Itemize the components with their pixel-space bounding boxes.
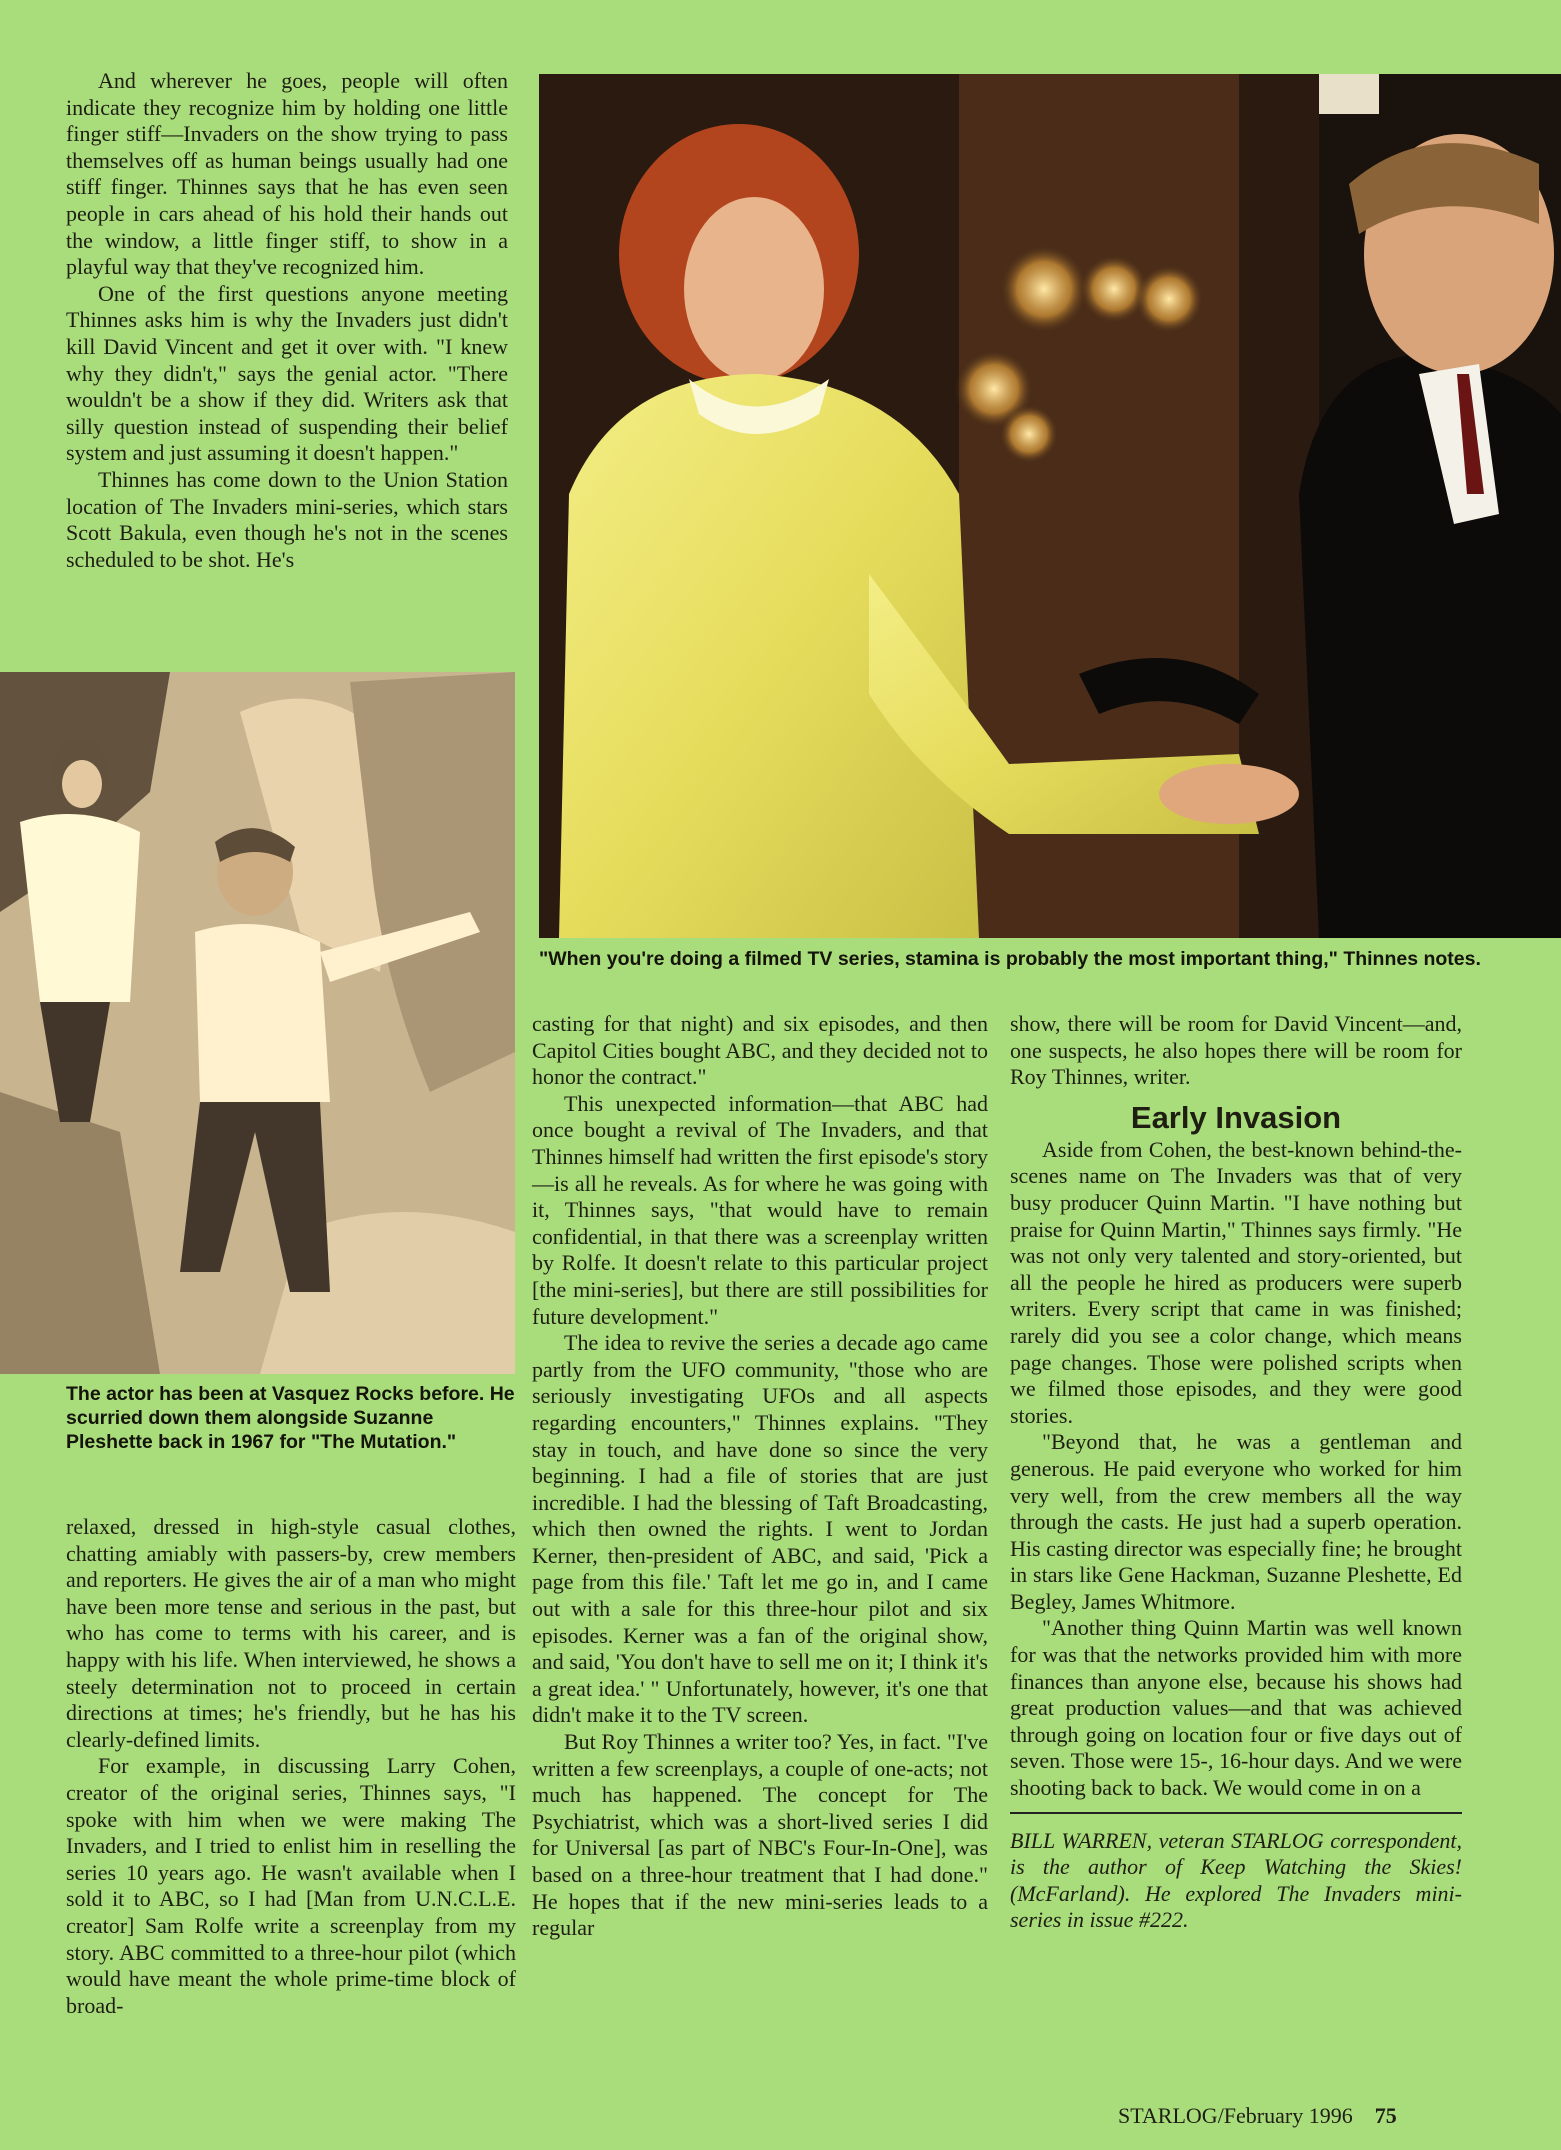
paragraph: show, there will be room for David Vincent—and, one suspects, he also hopes there will be room for Roy Thinnes, writer. — [1010, 1011, 1462, 1090]
paragraph: The idea to revive the series a decade ago came partly from the UFO community, "those who are seriously investigating UFOs and all aspects regarding encounters," Thinnes explains. "They stay in touch, and have done so since the very beginning. I had a file of stories that are just incredible. I had the blessing of Taft Broadcasting, which then owned the rights. I went to Jordan Kerner, then-president of ABC, and said, 'Pick a page from this file.' Taft let me go in, and I came out with a sale for this three-hour pilot and six episodes. Kerner was a fan of the original show, and said, 'You don't have to sell me on it; I think it's a great idea.' " Unfortunately, however, it's one that didn't make it to the TV screen. — [532, 1330, 988, 1728]
column-2 — [532, 1011, 988, 1942]
paragraph: casting for that night) and six episodes, and then Capitol Cities bought ABC, and they decided not to honor the contract." — [532, 1011, 988, 1090]
paragraph: This unexpected information—that ABC had once bought a revival of The Invaders, and that Thinnes himself had written the first episode's story—is all he reveals. As for where he was going with it, Thinnes says, "that would have to remain confidential, in that there was a screenplay written by Rolfe. It doesn't relate to this particular project [the mini-series], but there are still possibilities for future development." — [532, 1090, 988, 1329]
paragraph: One of the first questions anyone meeting Thinnes asks him is why the Invaders just didn't kill David Vincent and get it over with. "I knew why they didn't," says the genial actor. "There wouldn't be a show if they did. Writers ask that silly question instead of suspending their belief system and just assuming it doesn't happen." — [66, 280, 508, 466]
divider — [1010, 1812, 1462, 1814]
paragraph: For example, in discussing Larry Cohen, creator of the original series, Thinnes says, "I spoke with him when we were making The Invaders, and I tried to enlist him in reselling the series 10 years ago. He wasn't available when I sold it to ABC, so I had [Man from U.N.C.L.E. creator] Sam Rolfe write a screenplay from my story. ABC committed to a three-hour pilot (which would have meant the whole prime-time block of broad- — [66, 1753, 516, 2018]
column-3 — [1010, 1011, 1462, 1934]
paragraph: And wherever he goes, people will often indicate they recognize him by holding one little finger stiff—Invaders on the show trying to pass themselves off as human beings usually had one stiff finger. Thinnes says that he has even seen people in cars ahead of his hold their hands out the window, a little finger stiff, to show in a playful way that they've recognized him. — [66, 68, 508, 280]
main-photo-caption: "When you're doing a filmed TV series, stamina is probably the most important thing," Thinnes notes. — [539, 948, 1481, 970]
column-1-bottom — [66, 1514, 516, 2019]
main-photo-illustration — [539, 74, 1561, 938]
sepia-photo-illustration — [0, 672, 515, 1374]
magazine-issue: STARLOG/February 1996 — [1118, 2103, 1353, 2128]
paragraph: Aside from Cohen, the best-known behind-the-scenes name on The Invaders was that of very busy producer Quinn Martin. "I have nothing but praise for Quinn Martin," Thinnes says firmly. "He was not only very talented and story-oriented, but all the people he hired as producers were superb writers. Every script that came in was finished; rarely did you see a color change, which means page changes. Those were polished scripts when we filmed those episodes, and they were good stories. — [1010, 1136, 1462, 1428]
paragraph: "Beyond that, he was a gentleman and generous. He paid everyone who worked for him very well, from the crew members all the way through the casts. He just had a superb operation. His casting director was especially fine; he brought in stars like Gene Hackman, Suzanne Pleshette, Ed Begley, James Whitmore. — [1010, 1429, 1462, 1614]
page-number: 75 — [1374, 2103, 1397, 2128]
author-bio: BILL WARREN, veteran STARLOG correspondent, is the author of Keep Watching the Skies! (McFarland). He explored The Invaders mini-series in issue #222. — [1010, 1827, 1462, 1933]
paragraph: "Another thing Quinn Martin was well known for was that the networks provided him with more finances than anyone else, because his shows had great production values—and that was achieved through going on location four or five days out of seven. Those were 15-, 16-hour days. And we were shooting back to back. We would come in on a — [1010, 1615, 1462, 1801]
paragraph: But Roy Thinnes a writer too? Yes, in fact. "I've written a few screenplays, a couple of one-acts; not much has happened. The concept for The Psychiatrist, which was a short-lived series I did for Universal [as part of NBC's Four-In-One], was based on a three-hour treatment that I had done." He hopes that if the new mini-series leads to a regular — [532, 1729, 988, 1941]
sepia-photo-caption: The actor has been at Vasquez Rocks before. He scurried down them alongside Suzanne Pleshette back in 1967 for "The Mutation." — [66, 1383, 515, 1453]
column-1-top — [66, 68, 508, 573]
sepia-photo — [0, 672, 515, 1374]
main-photo — [539, 74, 1561, 938]
paragraph: relaxed, dressed in high-style casual clothes, chatting amiably with passers-by, crew members and reporters. He gives the air of a man who might have been more tense and serious in the past, but who has come to terms with his career, and is happy with his life. When interviewed, he shows a steely determination not to proceed in certain directions at times; he's friendly, but he has his clearly-defined limits. — [66, 1514, 516, 1752]
paragraph: Thinnes has come down to the Union Station location of The Invaders mini-series, which stars Scott Bakula, even though he's not in the scenes scheduled to be shot. He's — [66, 466, 508, 572]
page-footer — [1118, 2103, 1397, 2129]
section-heading: Early Invasion — [1130, 1099, 1342, 1135]
